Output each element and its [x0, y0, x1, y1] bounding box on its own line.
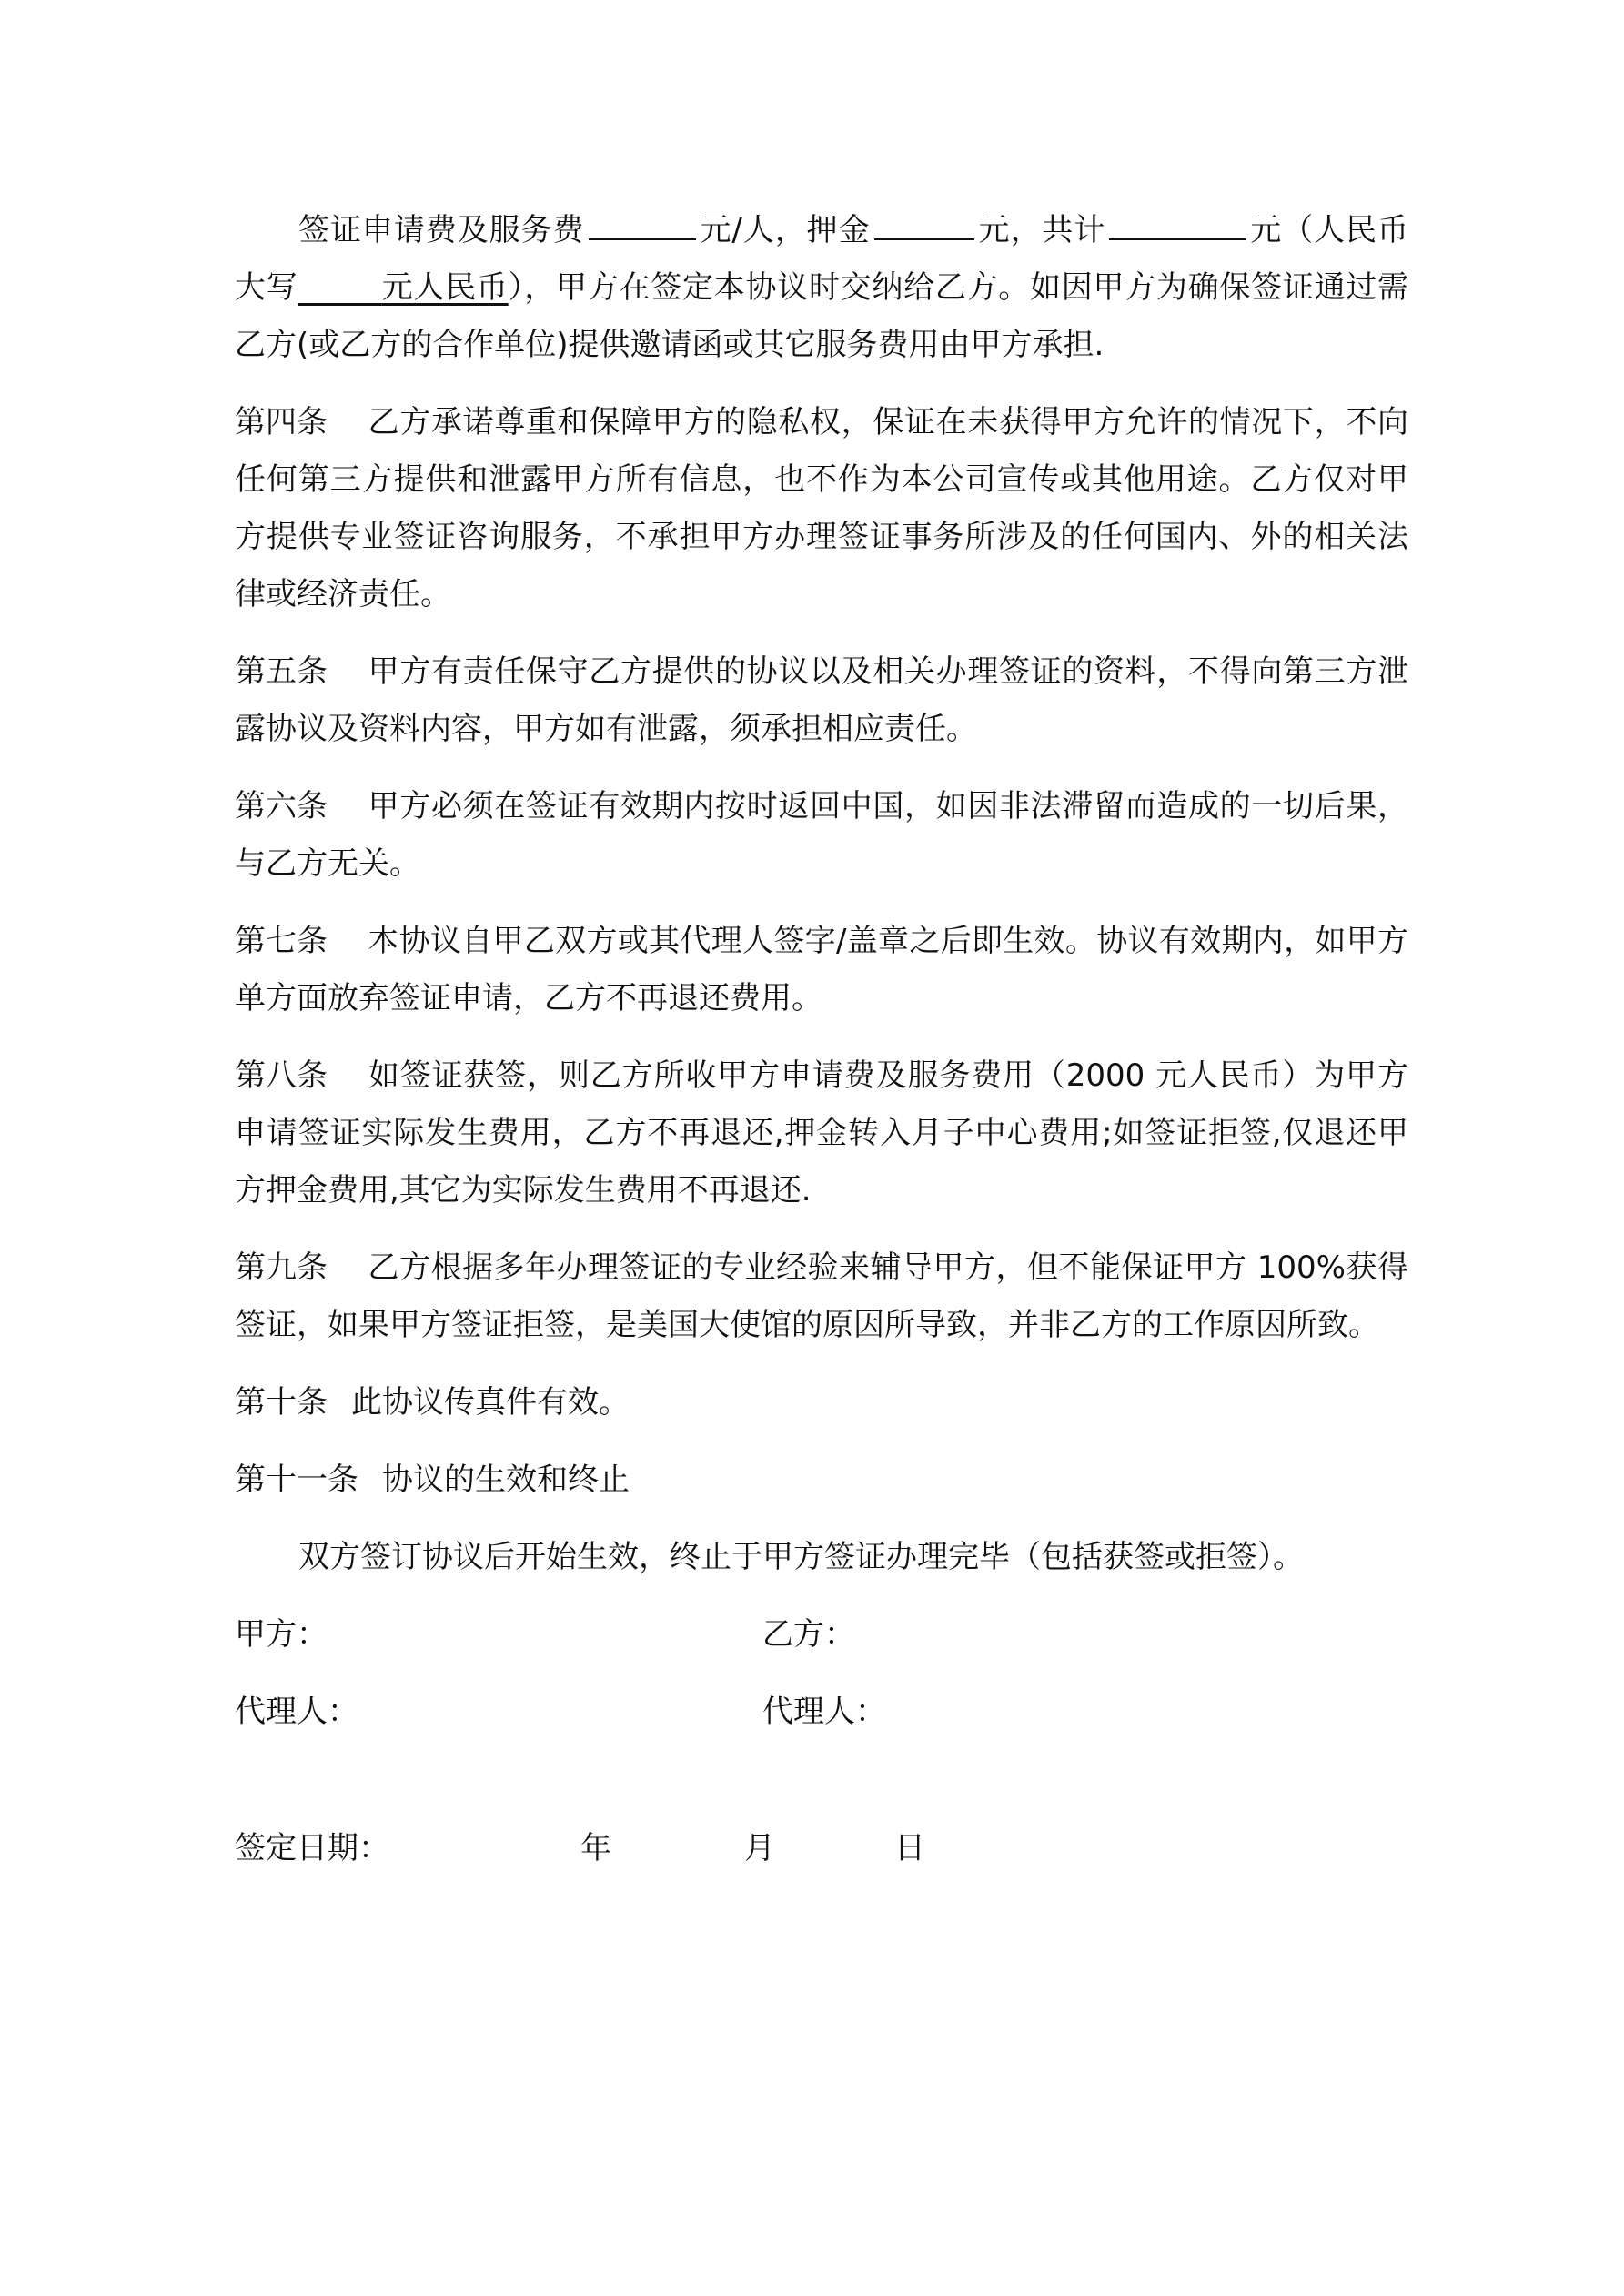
article-5: [235, 643, 1408, 758]
fee-text-rest: ），甲方在签定本协议时交纳给乙方。如因甲方为确保签证通过需乙方(或乙方的合作单位)提供邀请函或其它服务费用由甲方承担.: [235, 269, 1409, 363]
article-8: [235, 1047, 1408, 1219]
article-text: 此协议传真件有效。: [351, 1384, 630, 1421]
article-text: 乙方承诺尊重和保障甲方的隐私权，保证在未获得甲方允许的情况下，不向任何第三方提供和泄露甲方所有信息，也不作为本公司宣传或其他用途。乙方仅对甲方提供专业签证咨询服务，不承担甲方办理签证事务所涉及的任何国内、外的相关法律或经济责任。: [235, 404, 1408, 612]
fee-per-person-blank: [589, 202, 696, 240]
document-body: [235, 202, 1408, 1877]
article-11: [235, 1451, 1408, 1509]
article-text: 乙方根据多年办理签证的专业经验来辅导甲方，但不能保证甲方 100%获得签证，如果甲方签证拒签，是美国大使馆的原因所导致，并非乙方的工作原因所致。: [235, 1249, 1408, 1343]
article-label: 第九条: [235, 1249, 328, 1286]
fee-text-deposit: 元/人，押金: [699, 212, 871, 248]
party-a-label: 甲方：: [235, 1616, 328, 1653]
fee-text-total: 元，共计: [977, 212, 1106, 248]
rmb-uppercase-field: [298, 269, 508, 306]
article-4: [235, 394, 1408, 623]
article-label: 第五条: [235, 653, 328, 690]
article-label: 第十一条: [235, 1462, 358, 1498]
agent-a-label: 代理人：: [235, 1694, 358, 1730]
article-text: 甲方有责任保守乙方提供的协议以及相关办理签证的资料，不得向第三方泄露协议及资料内容，甲方如有泄露，须承担相应责任。: [235, 653, 1408, 747]
party-signature-row: [235, 1606, 1408, 1684]
date-day: 日: [894, 1830, 925, 1866]
fee-paragraph: [235, 202, 1408, 374]
deposit-blank: [874, 202, 974, 240]
article-text: 本协议自甲乙双方或其代理人签字/盖章之后即生效。协议有效期内，如甲方单方面放弃签证申请，乙方不再退还费用。: [235, 923, 1408, 1017]
article-label: 第七条: [235, 923, 328, 959]
article-7: [235, 913, 1408, 1027]
party-b-label: 乙方：: [762, 1616, 855, 1653]
effect-paragraph: 双方签订协议后开始生效，终止于甲方签证办理完毕（包括获签或拒签）。: [298, 1539, 1304, 1575]
rmb-uppercase-text: 元人民币: [381, 269, 509, 306]
fee-text-uppercase: 元（人民币大写: [235, 212, 1408, 306]
date-year: 年: [580, 1830, 611, 1866]
agent-b-label: 代理人：: [762, 1694, 886, 1730]
article-label: 第六条: [235, 788, 328, 824]
date-month: 月: [744, 1830, 775, 1866]
article-9: [235, 1239, 1408, 1354]
fee-text-application: 签证申请费及服务费: [298, 212, 585, 248]
article-text: 协议的生效和终止: [382, 1462, 630, 1498]
article-text: 甲方必须在签证有效期内按时返回中国，如因非法滞留而造成的一切后果，与乙方无关。: [235, 788, 1408, 882]
article-label: 第十条: [235, 1384, 328, 1421]
signing-date-row: [235, 1820, 1408, 1877]
date-label: 签定日期：: [235, 1830, 389, 1866]
article-6: [235, 778, 1408, 893]
agent-signature-row: [235, 1684, 1408, 1761]
article-label: 第四条: [235, 404, 328, 440]
article-label: 第八条: [235, 1057, 328, 1094]
article-10: [235, 1374, 1408, 1431]
article-text: 如签证获签，则乙方所收甲方申请费及服务费用（2000 元人民币）为甲方申请签证实际发生费用，乙方不再退还,押金转入月子中心费用;如签证拒签,仅退还甲方押金费用,其它为实际发生费用不再退还.: [235, 1057, 1408, 1209]
total-blank: [1109, 202, 1246, 240]
